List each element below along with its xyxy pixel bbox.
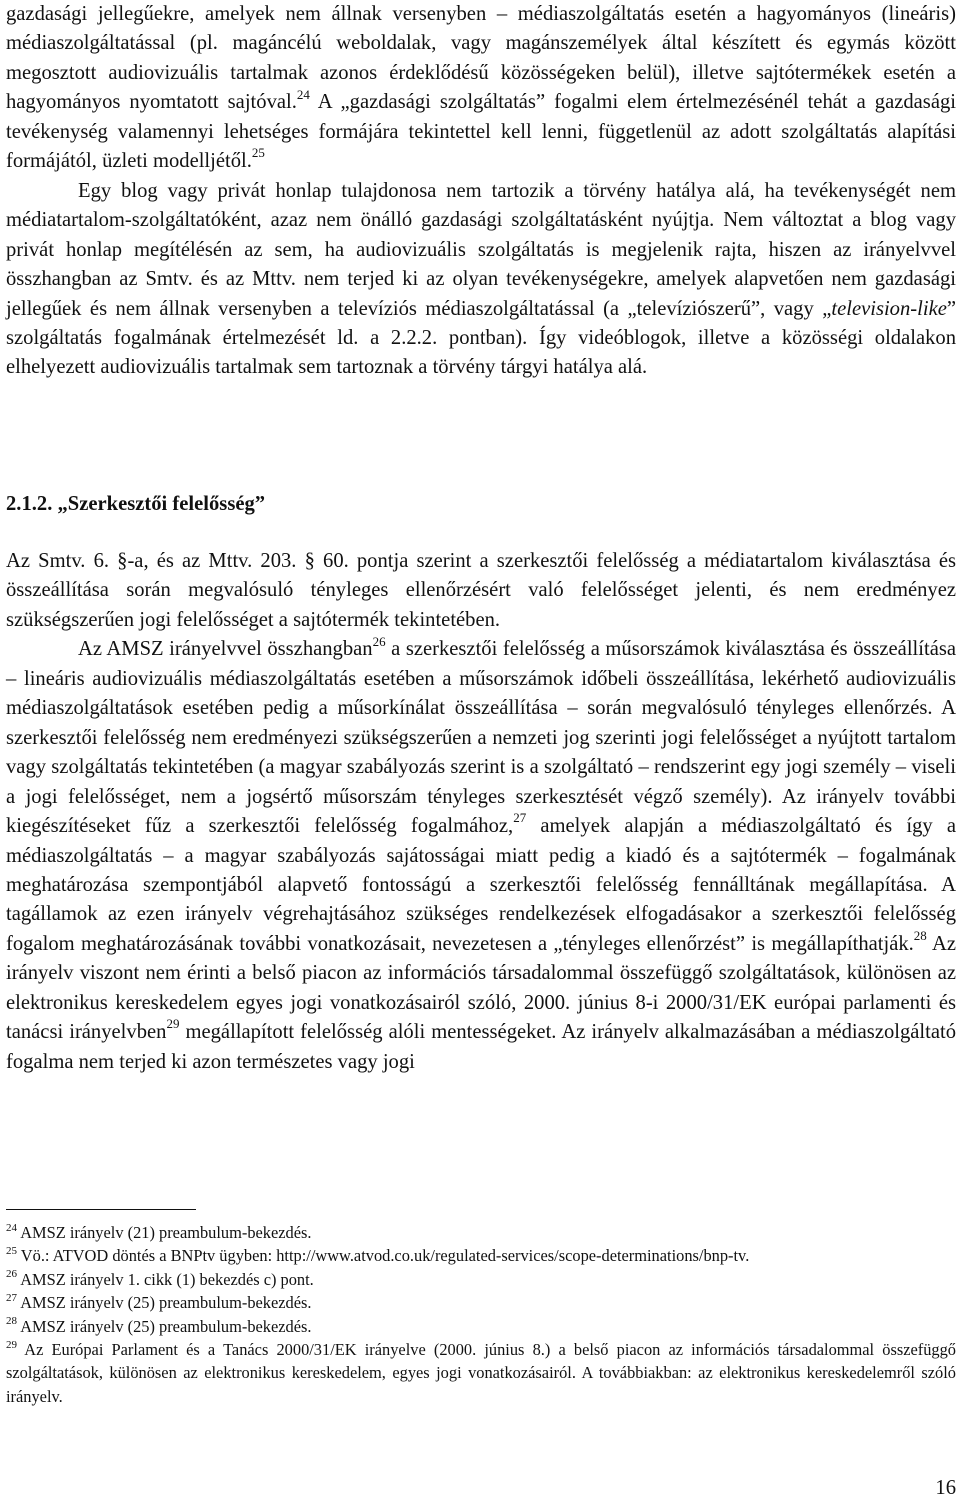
paragraph-2-text: Egy blog vagy privát honlap tulajdonosa nem tartozik a törvény hatálya alá, ha tevékenységét nem médiatartalom-szolgáltatóként, azaz nem önálló gazdasági szolgáltatásként nyújtja. Nem változtat a blog vagy privát honlap megítélésén az sem, ha audiovizuális szolgáltatás is megjelenik rajta, hiszen az irányelvvel összhangban az Smtv. és az Mttv. nem terjed ki az olyan tevékenységekre, amelyek alapvetően nem gazdasági jellegűek és nem állnak versenyben a televíziós médiaszolgáltatással (a „televíziószerű”, vagy „ [6, 179, 956, 320]
paragraph-1-text-2: A „gazdasági szolgáltatás” fogalmi elem értelmezésénél tehát a gazdasági tevékenység valamennyi lehetséges formájára tekintettel kell lenni, függetlenül az adott szolgáltatás alapítási formájától, üzleti modelljétől. [6, 91, 956, 173]
footnote [6, 1268, 956, 1291]
footnote [6, 1315, 956, 1338]
paragraph-1-text: gazdasági jellegűekre, amelyek nem állnak versenyben – médiaszolgáltatás esetén a hagyományos (lineáris) médiaszolgáltatással (pl. magáncélú weboldalak, vagy magánszemélyek által készített és egymás között megosztott audiovizuális tartalmak azonos érdeklődésű közösségeken belül), illetve sajtótermékek esetén a hagyományos nyomtatott sajtóval. [6, 3, 956, 114]
footnote-number: 26 [6, 1268, 17, 1281]
paragraph-4-text-4: Az irányelv viszont nem érinti a belső piacon az információs társadalommal összefüggő szolgáltatások, különösen az elektronikus kereskedelem egyes jogi vonatkozásairól szóló, 2000. június 8-i 2000/31/EK európai parlamenti és tanácsi irányelvben [6, 932, 957, 1044]
paragraph-4-text-5: megállapított felelősség alóli mentességeket. Az irányelv alkalmazásában a médiaszolgáltató fogalma nem terjed ki azon természetes vagy jogi [6, 1021, 957, 1073]
body-section-2 [6, 547, 956, 1077]
footnote [6, 1338, 956, 1408]
paragraph-2-text-2: ” szolgáltatás fogalmának értelmezését ld. a 2.2.2. pontban). Így videóblogok, illetve a közösségi oldalakon elhelyezett audiovizuális tartalmak sem tartoznak a törvény tárgyi hatálya alá. [6, 297, 956, 379]
footnote-number: 29 [6, 1338, 17, 1351]
paragraph-4-text: Az AMSZ irányelvvel összhangban [78, 638, 373, 661]
footnote-number: 27 [6, 1291, 17, 1304]
footnote-separator [6, 1209, 196, 1210]
footnote-ref-26: 26 [372, 633, 386, 649]
body-section-1 [6, 0, 956, 383]
footnote-text: AMSZ irányelv (25) preambulum-bekezdés. [17, 1316, 312, 1336]
footnote [6, 1244, 956, 1267]
paragraph-4-text-2: a szerkesztői felelősség a műsorszámok kiválasztása és összeállítása – lineáris audiovizuális médiaszolgáltatás esetében a műsorszámok időbeli összeállítása, lekérhető audiovizuális médiaszolgáltatások esetében pedig a műsorkínálat összeállítása – során megvalósuló tényleges ellenőrzés. A szerkesztői felelősség nem eredményezi szükségszerűen a nemzeti jog szerinti jogi felelősséget a nyújtott tartalom vagy szolgáltatás tekintetében (a magyar szabályozás szerint is a szolgáltató – rendszerint egy jogi személy – viseli a jogi felelősséget, nem a jogsértő műsorszám tényleges szerkesztését végző személy). Az irányelv további kiegészítéseket fűz a szerkesztői felelősség fogalmához, [6, 638, 957, 838]
footnote-text: Vö.: ATVOD döntés a BNPtv ügyben: http://www.atvod.co.uk/regulated-services/scope-determinations/bnp-tv. [17, 1246, 750, 1266]
footnote-ref-25: 25 [251, 145, 265, 161]
footnote [6, 1291, 956, 1314]
section-heading: 2.1.2. „Szerkesztői felelősség” [6, 493, 266, 515]
footnote-ref-29: 29 [166, 1016, 180, 1032]
page-number: 16 [935, 1477, 956, 1499]
footnote-ref-24: 24 [296, 86, 310, 102]
footnote-text: AMSZ irányelv 1. cikk (1) bekezdés c) pont. [17, 1269, 314, 1289]
footnote-number: 28 [6, 1315, 17, 1328]
footnote-text: AMSZ irányelv (25) preambulum-bekezdés. [17, 1293, 312, 1313]
footnote-number: 25 [6, 1244, 17, 1257]
footnotes [6, 1221, 956, 1408]
paragraph-4-text-3: amelyek alapján a médiaszolgáltató és így a médiaszolgáltatás – a magyar szabályozás sajátosságai miatt pedig a kiadó és a sajtótermék – fogalmának meghatározása szempontjából alapvető fontosságú a szerkesztői felelősség fennálltának megállapítása. A tagállamok az ezen irányelv végrehajtásához szükséges rendelkezések elfogadásakor a szerkesztői felelősség fogalom meghatározásának további vonatkozásait, nevezetesen a „tényleges ellenőrzést” is megállapíthatják. [6, 815, 956, 955]
footnote-ref-27: 27 [513, 810, 527, 826]
footnote-number: 24 [6, 1221, 17, 1234]
footnote-ref-28: 28 [913, 928, 927, 944]
paragraph-1 [6, 0, 956, 177]
document-page [6, 0, 956, 1509]
paragraph-4 [6, 635, 956, 1077]
footnote [6, 1221, 956, 1244]
footnote-text: Az Európai Parlament és a Tanács 2000/31/EK irányelve (2000. június 8.) a belső piacon az információs társadalommal összefüggő szolgáltatások, különösen az elektronikus kereskedelem, egyes jogi vonatkozásairól. A továbbiakban: az elektronikus kereskedelemről szóló irányelv. [6, 1340, 956, 1406]
footnote-text: AMSZ irányelv (21) preambulum-bekezdés. [17, 1223, 312, 1242]
paragraph-2 [6, 177, 956, 383]
italic-term: television-like [831, 297, 947, 320]
paragraph-3: Az Smtv. 6. §-a, és az Mttv. 203. § 60. pontja szerint a szerkesztői felelősség a médiatartalom kiválasztása és összeállítása során megvalósuló tényleges ellenőrzésért való felelősséget jelenti, és nem eredményez szükségszerűen jogi felelősséget a sajtótermék tekintetében. [6, 550, 956, 631]
